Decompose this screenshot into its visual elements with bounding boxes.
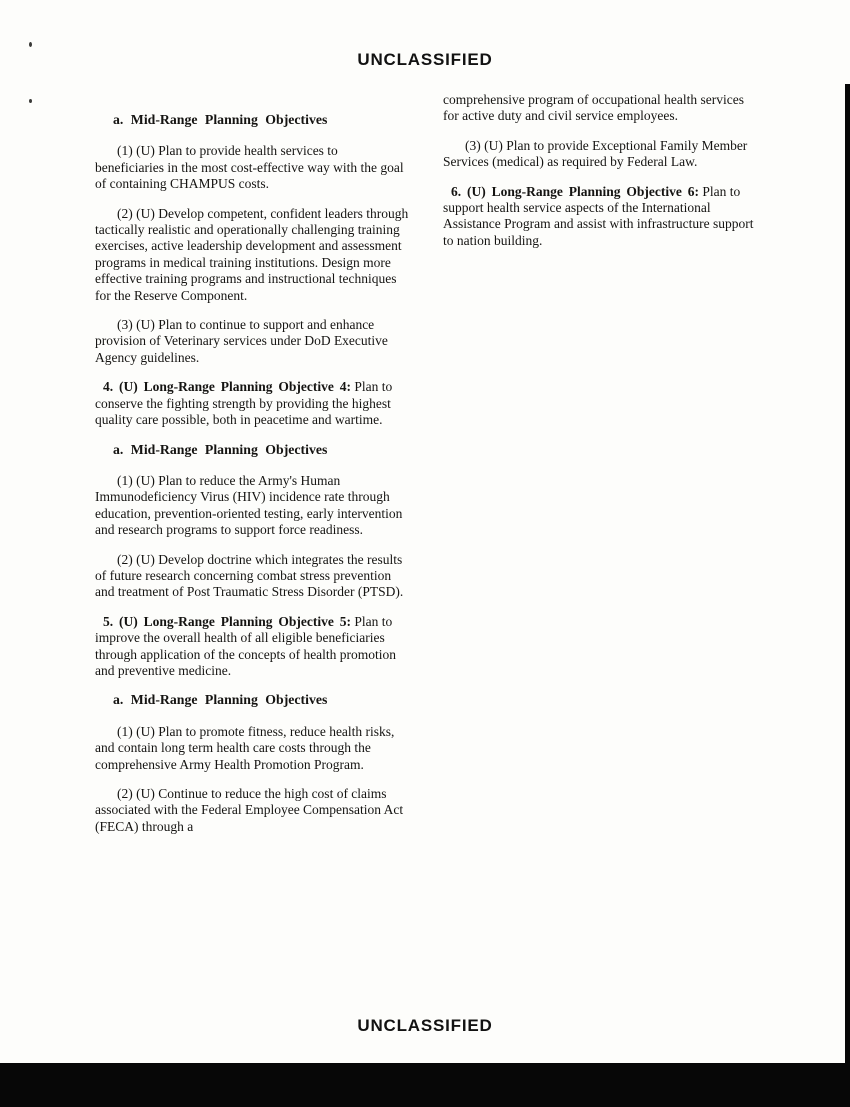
objective-paragraph: [95, 379, 409, 428]
section-heading: a. Mid-Range Planning Objectives: [113, 112, 328, 127]
scan-artifact: [29, 99, 32, 103]
paragraph: (1) (U) Plan to promote fitness, reduce health risks, and contain long term health care costs through the comprehensive Army Health Promotion Program.: [95, 723, 395, 772]
scan-edge-right: [845, 84, 850, 1107]
paragraph: (3) (U) Plan to provide Exceptional Family Member Services (medical) as required by Federal Law.: [443, 137, 748, 170]
scan-edge-bottom: [0, 1063, 850, 1107]
paragraph: (1) (U) Plan to reduce the Army's Human Immunodeficiency Virus (HIV) incidence rate through education, prevention-oriented testing, early intervention and research programs to support force readiness.: [95, 472, 403, 538]
objective-paragraph: [443, 184, 759, 250]
paragraph-continuation: comprehensive program of occupational health services for active duty and civil service employees.: [443, 92, 745, 124]
objective-title: 4. (U) Long-Range Planning Objective 4:: [103, 379, 351, 395]
section-heading: a. Mid-Range Planning Objectives: [113, 692, 328, 708]
objective-title: 5. (U) Long-Range Planning Objective 5:: [103, 613, 351, 629]
objective-title: 6. (U) Long-Range Planning Objective 6:: [451, 183, 699, 199]
scan-artifact: [29, 42, 32, 47]
objective-paragraph: [95, 614, 409, 680]
right-column: [443, 92, 759, 262]
paragraph: (2) (U) Continue to reduce the high cost of claims associated with the Federal Employee Compensation Act (FECA) through a: [95, 786, 404, 834]
classification-banner-bottom: UNCLASSIFIED: [357, 1016, 493, 1035]
left-column: [95, 108, 409, 848]
section-heading: a. Mid-Range Planning Objectives: [113, 441, 328, 457]
paragraph: (1) (U) Plan to provide health services to beneficiaries in the most cost-effective way with the goal of containing CHAMPUS costs.: [95, 143, 404, 192]
paragraph: (2) (U) Develop doctrine which integrates the results of future research concerning combat stress prevention and treatment of Post Traumatic Stress Disorder (PTSD).: [95, 551, 404, 600]
objective-body: Plan to support health service aspects of the International Assistance Program and assist with infrastructure support to nation building.: [443, 183, 754, 248]
paragraph: (3) (U) Plan to continue to support and enhance provision of Veterinary services under DoD Executive Agency guidelines.: [95, 317, 388, 365]
paragraph: (2) (U) Develop competent, confident leaders through tactically realistic and operationally challenging training exercises, active leadership development and assessment programs in medical training institutions. Design more effective training programs and instructional techniques for the Reserve Component.: [95, 205, 409, 303]
classification-banner-top: UNCLASSIFIED: [357, 50, 493, 69]
objective-body: Plan to conserve the fighting strength by providing the highest quality care possible, both in peacetime and wartime.: [95, 379, 393, 428]
objective-body: Plan to improve the overall health of all eligible beneficiaries through application of the concepts of health promotion and preventive medicine.: [95, 613, 397, 678]
